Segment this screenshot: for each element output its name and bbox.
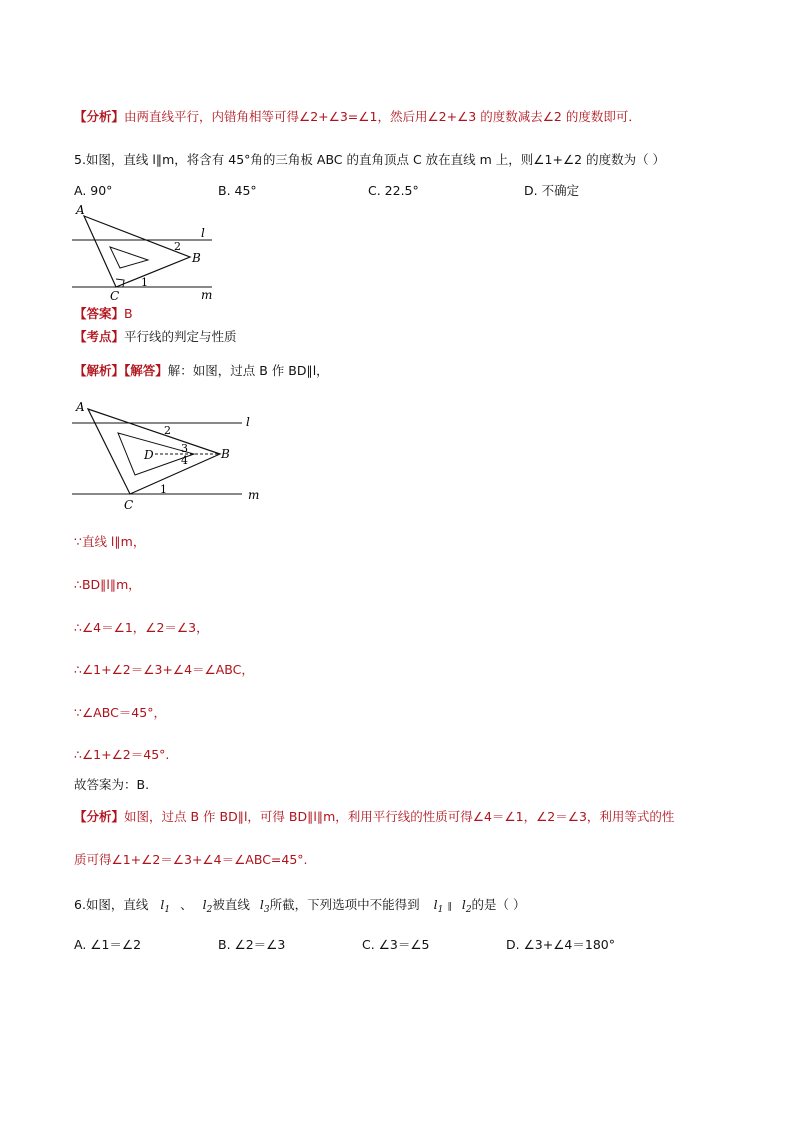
q6-option-d: D. ∠3+∠4＝180°: [506, 937, 615, 952]
q5-kaodian-line: [74, 329, 237, 345]
l2-letter: l: [461, 897, 466, 912]
step-1: ∵直线 l∥m，: [74, 534, 146, 549]
label-l: l: [246, 415, 250, 429]
label-C: C: [110, 289, 120, 303]
label-2: 2: [164, 424, 171, 437]
analysis-tag: 【分析】: [74, 109, 125, 124]
kaodian-text: 平行线的判定与性质: [124, 329, 237, 344]
answer-tag: 【答案】: [74, 306, 125, 321]
q5-answer-line: [74, 306, 133, 322]
l1-letter: l: [433, 897, 438, 912]
q5-option-a: A. 90°: [74, 183, 113, 198]
q5-conclusion: [74, 777, 149, 793]
conclusion-text: 故答案为：B.: [74, 777, 150, 792]
label-A: A: [76, 400, 85, 414]
q6-stem-part-d: 的是（ ）: [471, 897, 526, 912]
step-5: ∵∠ABC＝45°，: [74, 705, 166, 720]
l3-letter: l: [259, 897, 264, 912]
prev-analysis-line: [74, 109, 641, 125]
jiexi-text: 解：如图，过点 B 作 BD∥l，: [167, 363, 329, 378]
label-2: 2: [174, 240, 181, 253]
label-C: C: [124, 498, 134, 512]
label-3: 3: [181, 442, 188, 455]
symbol-l1-second: [433, 897, 444, 915]
q5-option-d: D. 不确定: [524, 183, 580, 198]
kaodian-tag: 【考点】: [74, 329, 125, 344]
l2-subscript: 2: [465, 905, 472, 915]
l1-subscript: 1: [164, 905, 171, 915]
q5-analysis-line-2: 质可得∠1+∠2＝∠3+∠4＝∠ABC=45°.: [74, 852, 308, 867]
label-1: 1: [160, 483, 167, 496]
label-m: m: [201, 288, 213, 302]
q6-stem-part-c: 所截，下列选项中不能得到: [269, 897, 420, 912]
l2-subscript: 2: [206, 905, 213, 915]
step-4: ∴∠1+∠2＝∠3+∠4＝∠ABC，: [74, 662, 254, 677]
q6-option-a: A. ∠1＝∠2: [74, 937, 142, 952]
q6-separator: 、: [180, 897, 193, 912]
label-1: 1: [141, 276, 148, 289]
parallel-symbol: ∥: [447, 902, 452, 912]
analysis-tag: 【分析】: [74, 809, 125, 824]
label-B: B: [192, 251, 201, 265]
analysis-text-1: 如图，过点 B 作 BD∥l，可得 BD∥l∥m，利用平行线的性质可得∠4＝∠1，∠2＝∠3，利用等式的性: [124, 809, 675, 824]
q6-option-c: C. ∠3＝∠5: [362, 937, 430, 952]
l3-subscript: 3: [263, 905, 270, 915]
q6-option-b: B. ∠2＝∠3: [218, 937, 286, 952]
label-l: l: [201, 226, 205, 240]
symbol-l1: [160, 897, 171, 915]
symbol-l2-second: [461, 897, 472, 915]
label-B: B: [221, 447, 230, 461]
l1-letter: l: [160, 897, 165, 912]
analysis-text: 由两直线平行，内错角相等可得∠2+∠3=∠1，然后用∠2+∠3 的度数减去∠2 的度数即可．: [124, 109, 641, 124]
symbol-l3: [259, 897, 270, 915]
label-4: 4: [181, 454, 188, 467]
q5-option-c: C. 22.5°: [368, 183, 419, 198]
label-m: m: [248, 488, 260, 502]
step-2: ∴BD∥l∥m，: [74, 577, 141, 592]
q5-figure-1: [70, 200, 230, 305]
symbol-l2: [202, 897, 213, 915]
q5-figure-2: [70, 396, 270, 514]
label-A: A: [76, 203, 85, 217]
step-3: ∴∠4＝∠1，∠2＝∠3，: [74, 620, 209, 635]
label-D: D: [144, 448, 154, 462]
q6-stem-part-b: 被直线: [212, 897, 250, 912]
q5-option-b: B. 45°: [218, 183, 257, 198]
q5-analysis-line-1: [74, 809, 674, 825]
l1-subscript: 1: [437, 905, 444, 915]
jiexi-tag: 【解析】【解答】: [74, 363, 168, 378]
q6-stem-part-a: 6.如图，直线: [74, 897, 149, 912]
answer-value: B: [124, 306, 133, 321]
l2-letter: l: [202, 897, 207, 912]
q5-stem: 5.如图，直线 l∥m，将含有 45°角的三角板 ABC 的直角顶点 C 放在直线 m 上，则∠1+∠2 的度数为（ ）: [74, 152, 666, 167]
q5-jiexi-line: [74, 363, 329, 379]
step-6: ∴∠1+∠2＝45°.: [74, 747, 170, 762]
q6-stem: [74, 897, 526, 918]
